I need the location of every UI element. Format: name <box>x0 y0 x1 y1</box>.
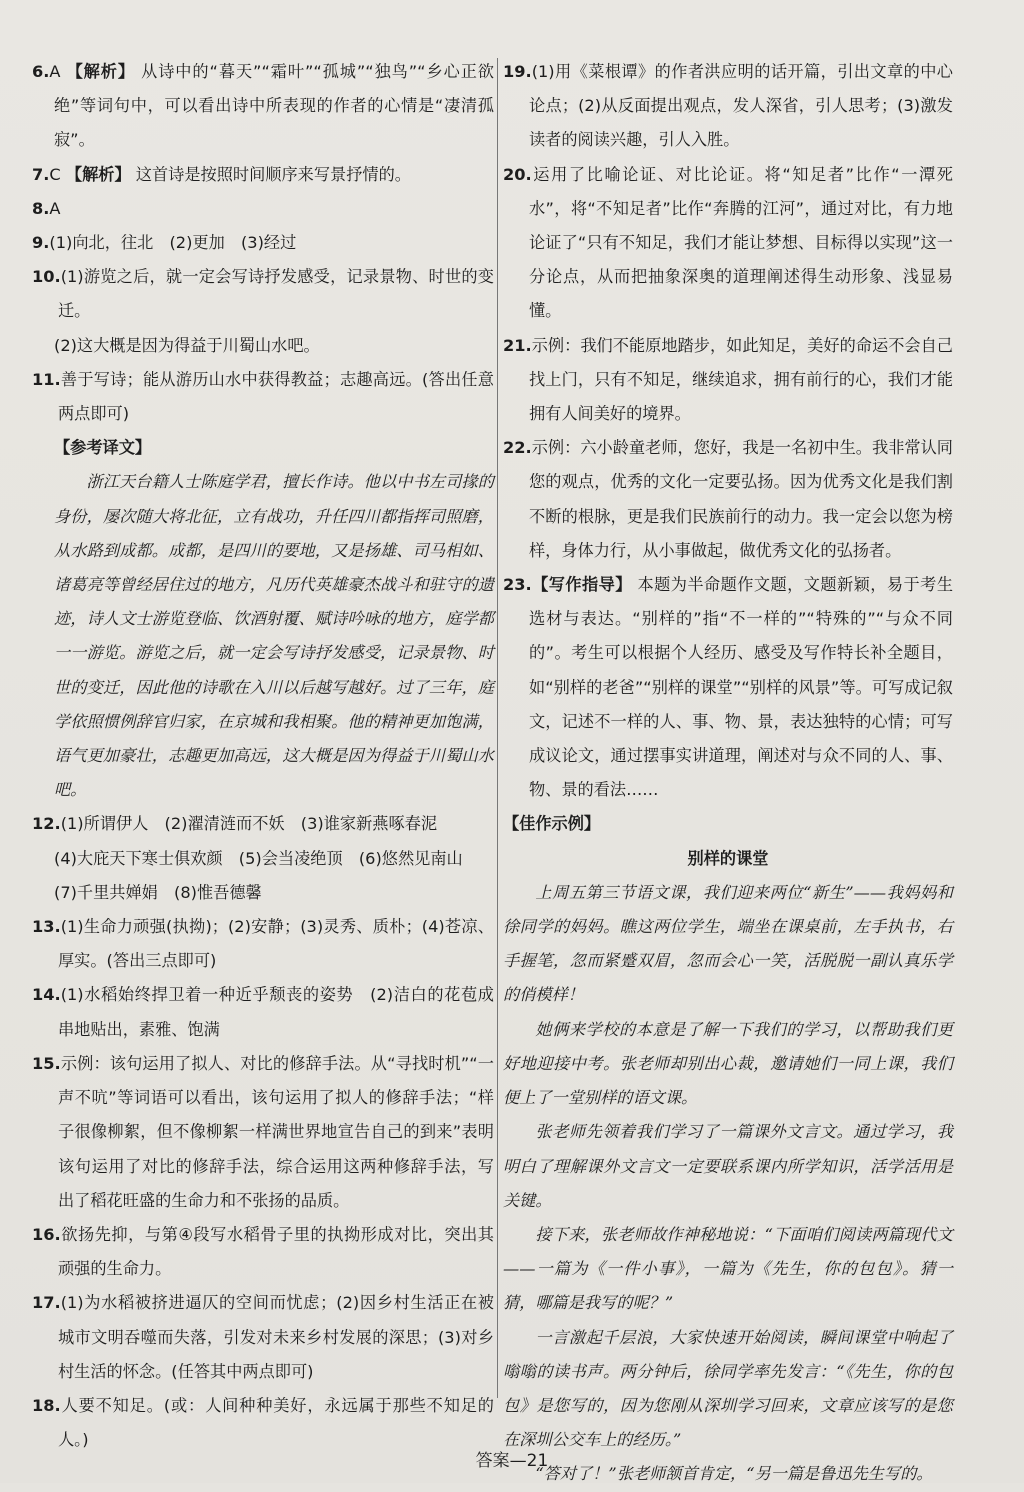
question-number: 12. <box>32 814 61 834</box>
question-number: 10. <box>32 267 61 287</box>
question-number: 6. <box>32 62 50 81</box>
essay-paragraph: 张老师先领着我们学习了一篇课外文言文。通过学习，我明白了理解课外文言文一定要联系课内所学知识，活学活用是关键。 <box>503 1122 953 1210</box>
answer-9 <box>32 226 494 260</box>
answer-10 <box>32 260 494 328</box>
answer-6 <box>32 55 494 158</box>
question-number: 14. <box>32 985 61 1005</box>
question-number: 18. <box>32 1395 61 1415</box>
question-number: 16. <box>32 1224 61 1244</box>
question-number: 13. <box>32 917 61 937</box>
page-number: 答案—21 <box>475 1451 549 1471</box>
answer-13 <box>32 910 494 978</box>
question-number: 7. <box>32 164 50 184</box>
answer-text: (1)所谓伊人 (2)濯清涟而不妖 (3)谁家新燕啄春泥 <box>60 814 438 834</box>
answer-12 <box>32 807 494 841</box>
answer-text: 本题为半命题作文题，文题新颖，易于考生选材与表达。“别样的”指“不一样的”“特殊的”“与众不同的”。考生可以根据个人经历、感受及写作特长补全题目，如“别样的老爸”“别样的课堂”“别样的风景”等。可写成记叙文，记述不一样的人、事、物、景，表达独特的心情；可写成议论文，通过摆事实讲道理，阐述对与众不同的人、事、物、景的看法…… <box>529 575 954 800</box>
answer-text: 善于写诗；能从游历山水中获得教益；志趣高远。(答出任意两点即可) <box>58 369 494 424</box>
answer-7 <box>32 158 494 192</box>
question-number: 15. <box>32 1053 61 1073</box>
question-number: 20. <box>503 164 532 184</box>
answer-text: 欲扬先抑，与第④段写水稻骨子里的执拗形成对比，突出其顽强的生命力。 <box>58 1224 494 1279</box>
answer-10-part-2: (2)这大概是因为得益于川蜀山水吧。 <box>54 335 320 355</box>
answer-text: 这首诗是按照时间顺序来写景抒情的。 <box>135 164 411 184</box>
answer-19 <box>503 55 953 158</box>
question-number: 21. <box>503 335 532 355</box>
essay-paragraph: “答对了！”张老师颔首肯定，“另一篇是鲁迅先生写的。 <box>535 1464 933 1484</box>
essay-paragraph: 一言激起千层浪，大家快速开始阅读，瞬间课堂中响起了嗡嗡的读书声。两分钟后，徐同学率先发言：“《先生，你的包包》是您写的，因为您刚从深圳学习回来，文章应该写的是您在深圳公交车上的经历。” <box>503 1327 953 1450</box>
question-number: 23. <box>503 575 532 595</box>
analysis-tag: 【解析】 <box>66 62 136 81</box>
question-number: 17. <box>32 1293 61 1313</box>
question-number: 19. <box>503 62 532 81</box>
essay-paragraph: 接下来，张老师故作神秘地说：“下面咱们阅读两篇现代文——一篇为《一件小事》，一篇为《先生，你的包包》。猜一猜，哪篇是我写的呢？” <box>503 1224 953 1313</box>
answer-choice: A <box>49 62 61 81</box>
answer-text: (1)为水稻被挤进逼仄的空间而忧虑；(2)因乡村生活正在被城市文明吞噬而失落，引发对未来乡村发展的深思；(3)对乡村生活的怀念。(任答其中两点即可) <box>58 1293 494 1381</box>
answer-text: (1)生命力顽强(执拗)；(2)安静；(3)灵秀、质朴；(4)苍凉、厚实。(答出三点即可) <box>58 917 494 971</box>
answer-14 <box>32 978 494 1046</box>
answer-text: 示例：我们不能原地踏步，如此知足，美好的命运不会自己找上门，只有不知足，继续追求，拥有前行的心，我们才能拥有人间美好的境界。 <box>529 335 953 424</box>
answer-text: (1)水稻始终捍卫着一种近乎颓丧的姿势 (2)洁白的花苞成串地贴出，素雅、饱满 <box>58 985 494 1039</box>
answer-11 <box>32 363 494 431</box>
writing-guide-tag: 【写作指导】 <box>531 575 632 595</box>
answer-23 <box>503 568 953 807</box>
right-column <box>503 55 953 1492</box>
answer-choice: C <box>49 164 61 184</box>
answer-20 <box>503 158 953 329</box>
left-column <box>32 55 494 1457</box>
answer-22 <box>503 431 953 568</box>
answer-15 <box>32 1047 494 1218</box>
answer-text: 运用了比喻论证、对比论证。将“知足者”比作“一潭死水”，将“不知足者”比作“奔腾的江河”，通过对比，有力地论证了“只有不知足，我们才能让梦想、目标得以实现”这一分论点，从而把抽象深奥的道理阐述得生动形象、浅显易懂。 <box>529 164 953 321</box>
translation-heading: 【参考译文】 <box>54 438 152 458</box>
question-number: 9. <box>32 233 50 253</box>
answer-text: 从诗中的“暮天”“霜叶”“孤城”“独鸟”“乡心正欲绝”等词句中，可以看出诗中所表现的作者的心情是“凄清孤寂”。 <box>54 62 494 150</box>
question-number: 8. <box>32 198 50 218</box>
translation-text: 浙江天台籍人士陈庭学君，擅长作诗。他以中书左司掾的身份，屡次随大将北征，立有战功，升任四川都指挥司照磨，从水路到成都。成都，是四川的要地，又是扬雄、司马相如、诸葛亮等曾经居住过的地方，凡历代英雄豪杰战斗和驻守的遗迹，诗人文士游览登临、饮酒射覆、赋诗吟咏的地方，庭学都一一游览。游览之后，就一定会写诗抒发感受，记录景物、时世的变迁，因此他的诗歌在入川以后越写越好。过了三年，庭学依照惯例辞官归家，在京城和我相聚。他的精神更加饱满，语气更加豪壮，志趣更加高远，这大概是因为得益于川蜀山水吧。 <box>54 472 494 800</box>
column-divider <box>497 58 498 1398</box>
essay-paragraph: 上周五第三节语文课，我们迎来两位“新生”——我妈妈和徐同学的妈妈。瞧这两位学生，端坐在课桌前，左手执书，右手握笔，忽而紧蹙双眉，忽而会心一笑，活脱脱一副认真乐学的俏模样！ <box>503 882 953 1005</box>
example-heading: 【佳作示例】 <box>503 814 601 834</box>
essay-title: 别样的课堂 <box>687 848 769 868</box>
analysis-tag: 【解析】 <box>65 164 131 184</box>
answer-8 <box>32 192 494 226</box>
question-number: 11. <box>32 369 61 389</box>
answer-12-line-2: (4)大庇天下寒士俱欢颜 (5)会当凌绝顶 (6)悠然见南山 <box>54 848 463 868</box>
answer-12-line-3: (7)千里共婵娟 (8)惟吾德馨 <box>54 882 262 902</box>
essay-paragraph: 她俩来学校的本意是了解一下我们的学习，以帮助我们更好地迎接中考。张老师却别出心裁，邀请她们一同上课，我们便上了一堂别样的语文课。 <box>503 1019 953 1108</box>
question-number: 22. <box>503 438 532 458</box>
answer-text: (1)用《菜根谭》的作者洪应明的话开篇，引出文章的中心论点；(2)从反面提出观点，发人深省，引人思考；(3)激发读者的阅读兴趣，引人入胜。 <box>529 62 953 150</box>
answer-16 <box>32 1218 494 1286</box>
answer-text: (1)向北，往北 (2)更加 (3)经过 <box>49 233 297 253</box>
answer-17 <box>32 1286 494 1389</box>
answer-21 <box>503 329 953 432</box>
answer-text: 示例：该句运用了拟人、对比的修辞手法。从“寻找时机”“一声不吭”等词语可以看出，该句运用了拟人的修辞手法；“样子很像柳絮，但不像柳絮一样满世界地宣告自己的到来”表明该句运用了对比的修辞手法，综合运用这两种修辞手法，写出了稻花旺盛的生命力和不张扬的品质。 <box>58 1053 494 1210</box>
answer-text: 示例：六小龄童老师，您好，我是一名初中生。我非常认同您的观点，优秀的文化一定要弘扬。因为优秀文化是我们割不断的根脉，更是我们民族前行的动力。我一定会以您为榜样，身体力行，从小事做起，做优秀文化的弘扬者。 <box>529 438 953 560</box>
answer-text: A <box>49 198 61 218</box>
answer-text: 人要不知足。(或：人间种种美好，永远属于那些不知足的人。) <box>58 1395 494 1450</box>
answer-text: (1)游览之后，就一定会写诗抒发感受，记录景物、时世的变迁。 <box>58 267 494 321</box>
